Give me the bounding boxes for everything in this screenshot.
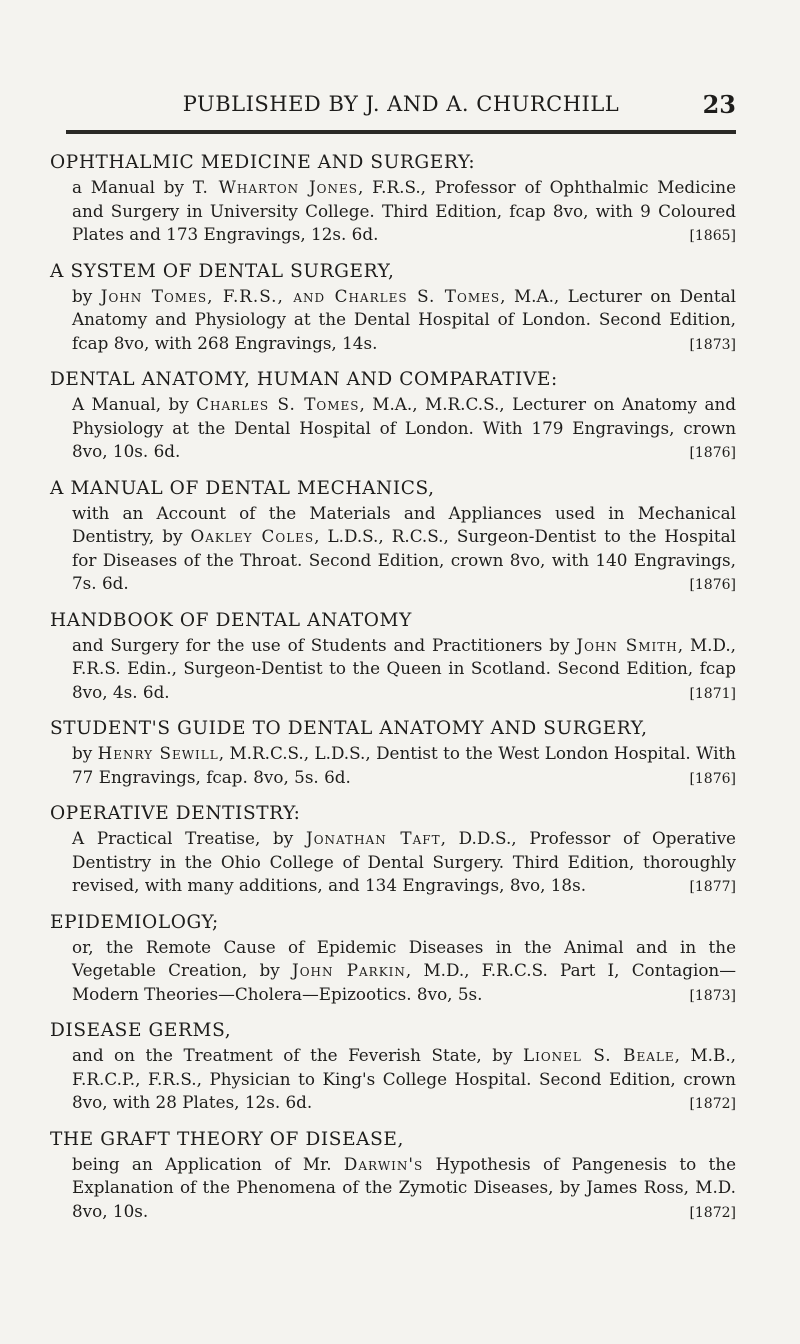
- entry-text: , L.D.S., R.C.S., Surgeon-Dentist to the Hospital for Diseases of the Throat. Second Edition, crown 8vo, with 140 Engravings, 7s. 6d.: [72, 526, 736, 593]
- catalogue-entry: [50, 367, 736, 464]
- entry-text: , M.A., Lecturer on Dental Anatomy and Physiology at the Dental Hospital of London. Second Edition, fcap 8vo, with 268 Engravings, 14s.: [72, 285, 736, 353]
- entry-year: [1876]: [689, 770, 736, 787]
- entry-text: , M.A., M.R.C.S., Lecturer on Anatomy and Physiology at the Dental Hospital of London. With 179 Engravings, crown 8vo, 10s. 6d.: [72, 394, 737, 461]
- entry-text: Hypothesis of Pangenesis to the Explanation of the Phenomena of the Zymotic Diseases, by James Ross, M.D. 8vo, 10s.: [72, 1153, 736, 1221]
- entry-title: A SYSTEM OF DENTAL SURGERY,: [50, 260, 395, 282]
- entry-description: [50, 634, 736, 705]
- entry-text: a Manual by: [72, 177, 193, 197]
- entry-year: [1872]: [689, 1096, 736, 1112]
- entry-text: being an Application of Mr.: [72, 1153, 344, 1174]
- entry-title: OPHTHALMIC MEDICINE AND SURGERY:: [50, 152, 476, 173]
- entry-description: [50, 285, 736, 356]
- entry-text: by: [72, 743, 98, 763]
- entry-text: , D.D.S., Professor of Operative Dentistry in the Ohio College of Dental Surgery. Third Edition, thoroughly revised, with many additions, and 134 Engravings, 8vo, 18s.: [72, 828, 736, 895]
- entry-author: Jonathan Taft: [305, 828, 441, 848]
- entry-description: [50, 936, 736, 1007]
- entry-description: [50, 742, 736, 789]
- entry-text: or, the Remote Cause of Epidemic Diseases in the Animal and in the Vegetable Creation, by: [72, 936, 736, 980]
- catalogue-entry: [50, 608, 736, 705]
- entry-text: , F.R.S., Professor of Ophthalmic Medicine and Surgery in University College. Third Edition, fcap 8vo, with 9 Coloured Plates and 173 Engravings, 12s. 6d.: [72, 177, 737, 244]
- entry-year: [1865]: [689, 228, 736, 244]
- entry-title: EPIDEMIOLOGY;: [50, 911, 219, 933]
- entry-title: DISEASE GERMS,: [50, 1020, 232, 1041]
- entry-title: STUDENT'S GUIDE TO DENTAL ANATOMY AND SURGERY,: [50, 718, 648, 739]
- entry-title: THE GRAFT THEORY OF DISEASE,: [50, 1128, 405, 1150]
- entry-text: and on the Treatment of the Feverish State, by: [72, 1045, 523, 1065]
- entry-author: John Parkin: [291, 960, 406, 980]
- page-number: 23: [702, 90, 736, 119]
- entry-title: OPERATIVE DENTISTRY:: [50, 803, 301, 824]
- entry-author: John Tomes, F.R.S., and Charles S. Tomes: [100, 285, 501, 306]
- entry-author: Henry Sewill: [97, 743, 219, 763]
- catalogue-entry: [50, 910, 736, 1007]
- entry-description: [50, 176, 736, 247]
- catalogue-entry: [50, 1127, 736, 1224]
- entry-description: [50, 827, 736, 898]
- catalogue-entry: [50, 476, 736, 596]
- entry-text: , M.D., F.R.C.S. Part I, Contagion—Modern Theories—Cholera—Epizootics. 8vo, 5s.: [72, 960, 737, 1004]
- entry-text: , M.R.C.S., L.D.S., Dentist to the West London Hospital. With 77 Engravings, fcap. 8vo, 5s. 6d.: [72, 743, 736, 787]
- catalogue-entry: [50, 259, 736, 356]
- header-rule: [66, 130, 736, 134]
- catalogue-list: [50, 150, 736, 1235]
- entry-year: [1873]: [689, 987, 736, 1004]
- catalogue-entry: [50, 1018, 736, 1115]
- entry-text: , M.D., F.R.S. Edin., Surgeon-Dentist to the Queen in Scotland. Second Edition, fcap 8vo, 4s. 6d.: [72, 634, 736, 702]
- entry-text: , M.B., F.R.C.P., F.R.S., Physician to King's College Hospital. Second Edition, crown 8vo, with 28 Plates, 12s. 6d.: [72, 1045, 736, 1112]
- entry-year: [1871]: [689, 685, 736, 702]
- entry-author: Oakley Coles: [190, 526, 315, 546]
- entry-year: [1872]: [689, 1204, 736, 1221]
- header-title: PUBLISHED BY J. AND A. CHURCHILL: [182, 92, 620, 116]
- entry-description: [50, 393, 736, 464]
- entry-author: Darwin's: [343, 1153, 424, 1174]
- entry-description: [50, 1044, 736, 1115]
- catalogue-entry: [50, 150, 736, 247]
- entry-description: [50, 502, 736, 596]
- entry-description: [50, 1153, 736, 1224]
- entry-year: [1873]: [689, 336, 736, 353]
- entry-text: A Manual, by: [72, 394, 197, 414]
- catalogue-entry: [50, 716, 736, 789]
- entry-author: T. Wharton Jones: [192, 177, 358, 197]
- entry-title: A MANUAL OF DENTAL MECHANICS,: [50, 477, 435, 499]
- catalogue-entry: [50, 801, 736, 898]
- entry-text: A Practical Treatise, by: [72, 828, 306, 848]
- running-header: [66, 92, 736, 132]
- entry-text: with an Account of the Materials and Appliances used in Mechanical Dentistry, by: [72, 502, 736, 546]
- entry-year: [1876]: [689, 445, 736, 461]
- entry-author: John Smith: [576, 634, 678, 655]
- entry-author: Charles S. Tomes: [196, 394, 360, 414]
- entry-text: and Surgery for the use of Students and Practitioners by: [72, 634, 577, 655]
- entry-year: [1877]: [689, 879, 736, 895]
- entry-text: by: [72, 285, 101, 306]
- entry-year: [1876]: [689, 577, 736, 593]
- entry-author: Lionel S. Beale: [522, 1045, 675, 1065]
- entry-title: DENTAL ANATOMY, HUMAN AND COMPARATIVE:: [50, 369, 558, 390]
- entry-title: HANDBOOK OF DENTAL ANATOMY: [50, 609, 412, 631]
